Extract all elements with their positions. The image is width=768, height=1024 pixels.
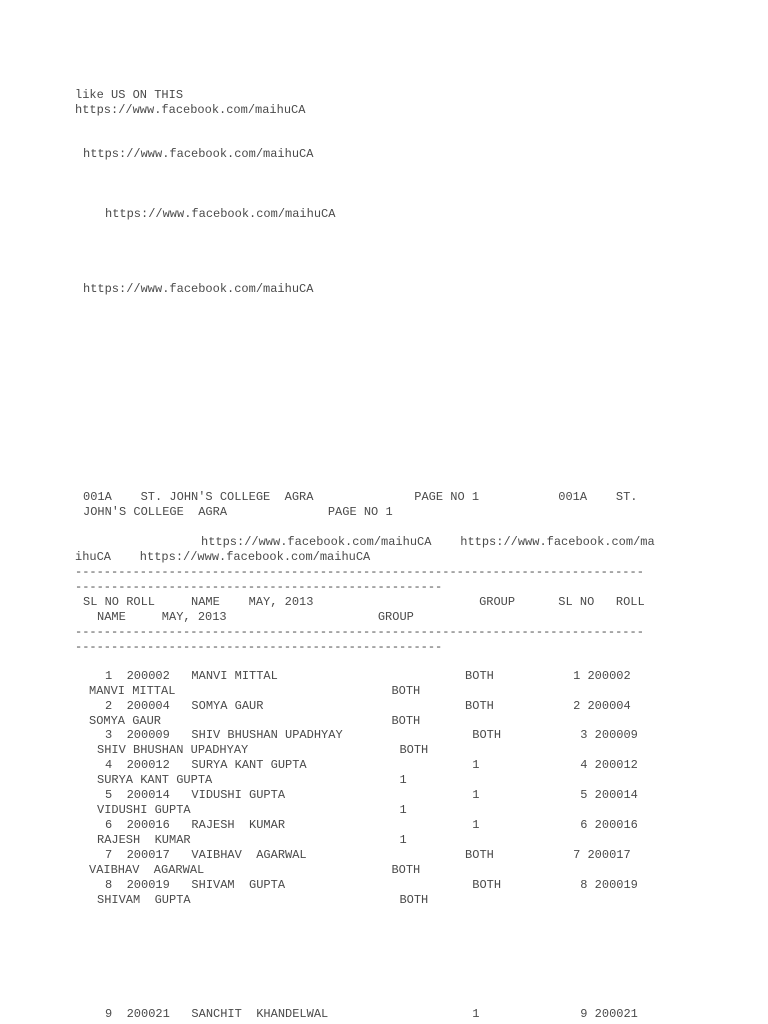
divider-line: ------------------------------------------------------------------------------- bbox=[75, 565, 644, 579]
table-row: 5 200014 VIDUSHI GUPTA 1 5 200014 bbox=[105, 788, 638, 802]
table-row: 4 200012 SURYA KANT GUPTA 1 4 200012 bbox=[105, 758, 638, 772]
table-row-continued: SURYA KANT GUPTA 1 bbox=[97, 773, 407, 787]
table-row-continued: VIDUSHI GUPTA 1 bbox=[97, 803, 407, 817]
table-row: 7 200017 VAIBHAV AGARWAL BOTH 7 200017 bbox=[105, 848, 631, 862]
table-row-continued: SHIVAM GUPTA BOTH bbox=[97, 893, 429, 907]
table-row-continued: VAIBHAV AGARWAL BOTH bbox=[89, 863, 421, 877]
table-row: 9 200021 SANCHIT KHANDELWAL 1 9 200021 bbox=[105, 1007, 638, 1021]
table-row-continued: RAJESH KUMAR 1 bbox=[97, 833, 407, 847]
table-row: 6 200016 RAJESH KUMAR 1 6 200016 bbox=[105, 818, 638, 832]
table-row: 1 200002 MANVI MITTAL BOTH 1 200002 bbox=[105, 669, 631, 683]
table-row-continued: MANVI MITTAL BOTH bbox=[89, 684, 421, 698]
table-row-continued: SOMYA GAUR BOTH bbox=[89, 714, 421, 728]
like-text: like US ON THIS bbox=[75, 88, 184, 102]
college-header-line: 001A ST. JOHN'S COLLEGE AGRA PAGE NO 1 001A ST. bbox=[83, 490, 638, 504]
facebook-links-line: https://www.facebook.com/maihuCA https://www.facebook.com/ma bbox=[201, 535, 655, 549]
facebook-links-line: ihuCA https://www.facebook.com/maihuCA bbox=[75, 550, 371, 564]
table-row: 8 200019 SHIVAM GUPTA BOTH 8 200019 bbox=[105, 878, 638, 892]
divider-line: ------------------------------------------------------------------------------- bbox=[75, 625, 644, 639]
college-header-line: JOHN'S COLLEGE AGRA PAGE NO 1 bbox=[83, 505, 393, 519]
facebook-link: https://www.facebook.com/maihuCA bbox=[75, 103, 306, 117]
facebook-link: https://www.facebook.com/maihuCA bbox=[83, 147, 314, 161]
table-row-continued: SHIV BHUSHAN UPADHYAY BOTH bbox=[97, 743, 429, 757]
column-headers: SL NO ROLL NAME MAY, 2013 GROUP SL NO ROLL bbox=[83, 595, 645, 609]
table-row: 3 200009 SHIV BHUSHAN UPADHYAY BOTH 3 200009 bbox=[105, 728, 638, 742]
divider-line: --------------------------------------------------- bbox=[75, 580, 443, 594]
divider-line: --------------------------------------------------- bbox=[75, 640, 443, 654]
facebook-link: https://www.facebook.com/maihuCA bbox=[83, 282, 314, 296]
table-row: 2 200004 SOMYA GAUR BOTH 2 200004 bbox=[105, 699, 631, 713]
facebook-link: https://www.facebook.com/maihuCA bbox=[105, 207, 336, 221]
column-headers: NAME MAY, 2013 GROUP bbox=[97, 610, 414, 624]
